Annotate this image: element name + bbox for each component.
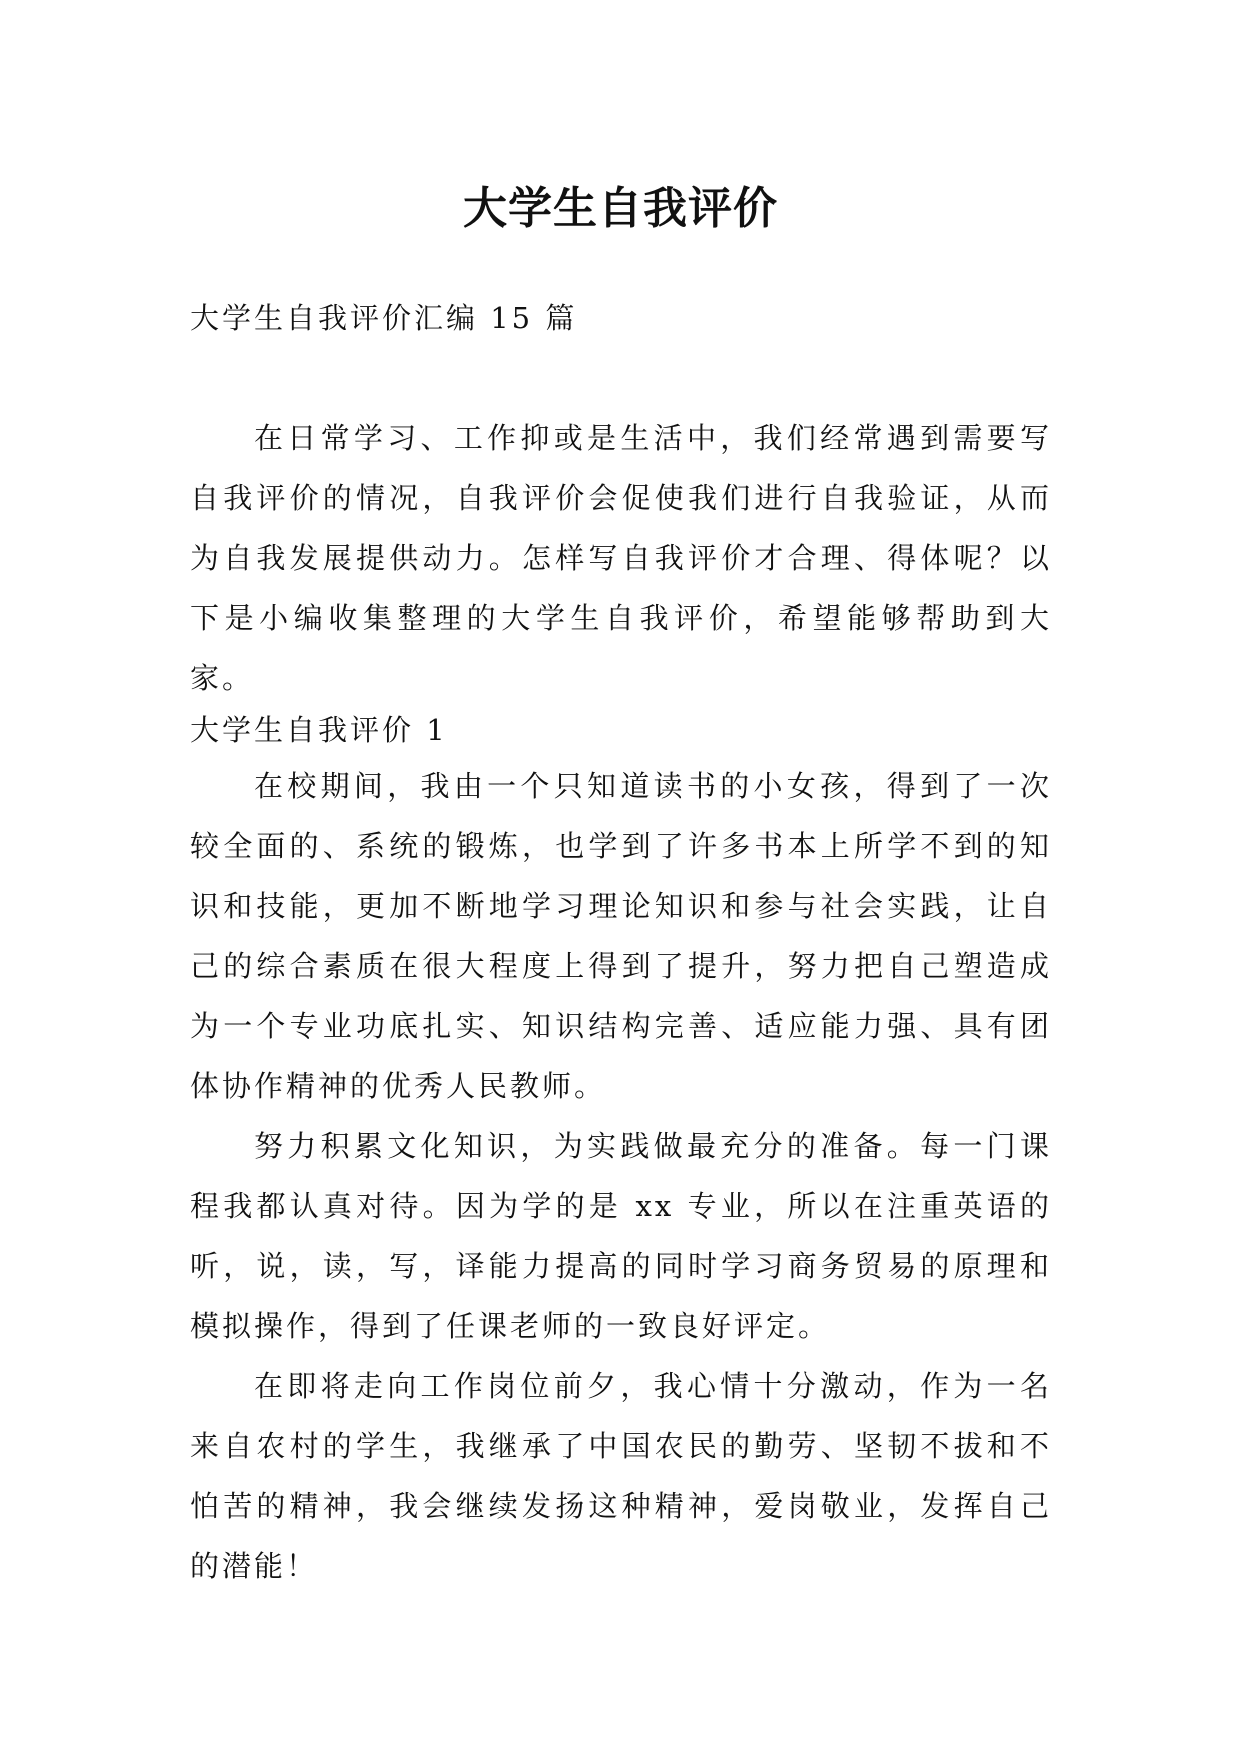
body-paragraph: 努力积累文化知识，为实践做最充分的准备。每一门课程我都认真对待。因为学的是 xx 专业，所以在注重英语的听，说，读，写，译能力提高的同时学习商务贸易的原理和模拟操作，得到了任课老师的一致良好评定。 xyxy=(190,1129,1052,1343)
body-paragraph: 在即将走向工作岗位前夕，我心情十分激动，作为一名来自农村的学生，我继承了中国农民的勤劳、坚韧不拔和不怕苦的精神，我会继续发扬这种精神，爱岗敬业，发挥自己的潜能！ xyxy=(190,1369,1052,1583)
section-heading: 大学生自我评价 1 xyxy=(190,713,448,747)
document-title: 大学生自我评价 xyxy=(463,183,778,235)
document-subtitle: 大学生自我评价汇编 15 篇 xyxy=(190,301,578,335)
intro-paragraph: 在日常学习、工作抑或是生活中，我们经常遇到需要写自我评价的情况，自我评价会促使我们进行自我验证，从而为自我发展提供动力。怎样写自我评价才合理、得体呢？以下是小编收集整理的大学生自我评价，希望能够帮助到大家。 xyxy=(190,421,1052,695)
section-body xyxy=(190,756,1052,1596)
body-paragraph: 在校期间，我由一个只知道读书的小女孩，得到了一次较全面的、系统的锻炼，也学到了许多书本上所学不到的知识和技能，更加不断地学习理论知识和参与社会实践，让自己的综合素质在很大程度上得到了提升，努力把自己塑造成为一个专业功底扎实、知识结构完善、适应能力强、具有团体协作精神的优秀人民教师。 xyxy=(190,769,1052,1103)
